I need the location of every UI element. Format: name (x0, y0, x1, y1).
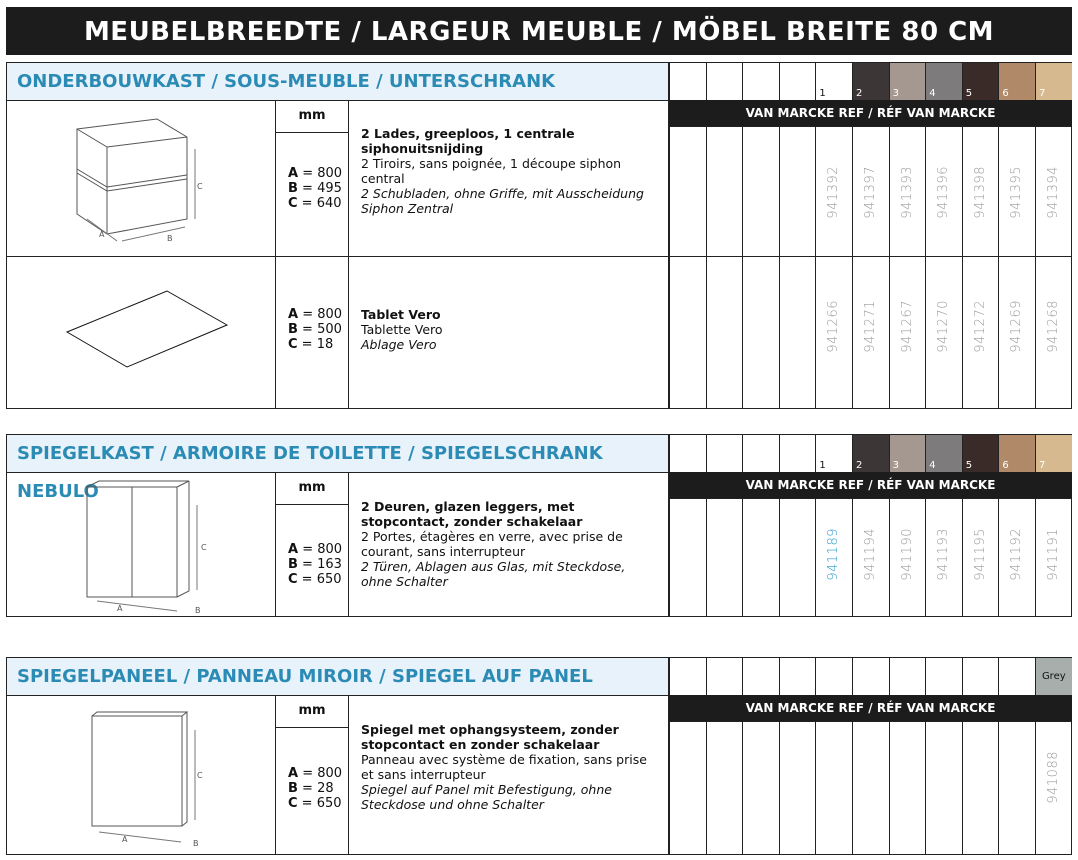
swatch-number: 7 (1039, 88, 1046, 99)
color-swatch-2 (853, 435, 889, 472)
description (348, 695, 669, 854)
ref-cell (742, 126, 779, 256)
dim-b: B = 495 (288, 181, 342, 196)
color-swatch-4 (926, 63, 962, 100)
ref-cell (669, 721, 706, 854)
ref-number: 941190 (899, 528, 915, 581)
description-de: 2 Türen, Ablagen aus Glas, mit Steckdose, ohne Schalter (361, 559, 626, 589)
section-spiegelkast (6, 434, 1072, 616)
description-nl: 2 Deuren, glazen leggers, met stopcontact, zonder schakelaar (361, 499, 583, 529)
ref-header: VAN MARCKE REF / RÉF VAN MARCKE (669, 695, 1072, 721)
ref-cell (779, 126, 816, 256)
svg-text:B: B (167, 234, 173, 243)
ref-number: 941397 (863, 166, 878, 219)
ref-cell (998, 721, 1035, 854)
color-swatch-2 (853, 63, 889, 100)
ref-cell (889, 721, 926, 854)
ref-number: 941392 (826, 166, 842, 219)
description-nl: Tablet Vero (361, 307, 441, 322)
color-swatch-5 (963, 63, 999, 100)
color-column-header (779, 434, 816, 472)
section-right-border (668, 657, 669, 854)
dim-a: A = 800 (288, 166, 343, 181)
section-onderbouwkast (6, 62, 1072, 408)
section-title: ONDERBOUWKAST / SOUS-MEUBLE / UNTERSCHRANK (17, 71, 556, 92)
color-column-header (742, 434, 779, 472)
color-column-header (742, 62, 779, 100)
svg-text:A: A (117, 604, 123, 613)
ref-header: VAN MARCKE REF / RÉF VAN MARCKE (669, 472, 1072, 498)
color-swatch-5 (963, 435, 999, 472)
ref-number: 941194 (863, 528, 878, 581)
ref-number: 941268 (1046, 300, 1061, 353)
color-swatch-3 (890, 435, 926, 472)
description-fr: 2 Portes, étagères en verre, avec prise de courant, sans interrupteur (361, 529, 623, 559)
cabinet-drawing (67, 109, 217, 249)
color-column-header (669, 434, 706, 472)
color-swatch-7 (1036, 435, 1072, 472)
svg-text:C: C (197, 182, 203, 191)
dim-c: C = 650 (288, 796, 342, 811)
description (348, 100, 669, 256)
ref-number: 941271 (863, 300, 878, 353)
color-column-header (889, 657, 926, 695)
dim-b: B = 28 (288, 781, 334, 796)
color-column-header (779, 62, 816, 100)
dim-a: A = 800 (288, 542, 343, 557)
ref-cell (706, 126, 743, 256)
color-column-header (706, 62, 743, 100)
ref-number: 941088 (1046, 751, 1061, 804)
ref-number: 941394 (1046, 166, 1061, 219)
svg-text:A: A (99, 230, 105, 239)
ref-number: 941396 (936, 166, 952, 219)
swatch-number: 6 (1002, 88, 1009, 99)
section-right-border (668, 434, 669, 616)
product-image-cell (6, 256, 275, 408)
product-image-cell (6, 100, 275, 256)
ref-number: 941195 (972, 528, 988, 581)
section-header (6, 62, 669, 100)
ref-cell (852, 721, 889, 854)
swatch-number: 2 (856, 88, 863, 99)
swatch-number: 5 (965, 88, 973, 99)
description (348, 256, 669, 408)
ref-number: 941193 (936, 528, 952, 581)
ref-number: 941269 (1009, 300, 1025, 353)
dim-b: B = 163 (288, 557, 342, 572)
color-column-header (706, 434, 743, 472)
section-bottom-border (6, 408, 1072, 409)
mm-label: mm (275, 695, 348, 727)
description-de: 2 Schubladen, ohne Griffe, mit Ausscheidung Siphon Zentral (361, 186, 644, 216)
mirror-cabinet-drawing (77, 475, 227, 615)
color-column-header (779, 657, 816, 695)
color-swatch-4 (926, 435, 962, 472)
color-column-header (742, 657, 779, 695)
swatch-number: 4 (929, 460, 936, 471)
ref-cell (669, 498, 706, 616)
color-swatch-1 (816, 435, 852, 472)
dimensions (275, 256, 348, 408)
svg-text:B: B (195, 606, 201, 615)
ref-cell (779, 256, 816, 408)
color-swatch-6 (999, 63, 1035, 100)
color-column-header (669, 657, 706, 695)
color-column-header (669, 62, 706, 100)
description (348, 472, 669, 616)
mirror-panel-drawing (77, 700, 227, 850)
ref-number: 941191 (1046, 528, 1061, 581)
svg-text:C: C (201, 543, 207, 552)
section-title: SPIEGELPANEEL / PANNEAU MIROIR / SPIEGEL AUF PANEL (17, 666, 593, 687)
ref-cell (779, 721, 816, 854)
swatch-number: 6 (1002, 460, 1009, 471)
mm-label: mm (275, 472, 348, 504)
dim-c: C = 650 (288, 572, 342, 587)
swatch-number: 1 (819, 460, 826, 471)
ref-number: 941393 (899, 166, 915, 219)
ref-cell (742, 721, 779, 854)
dimensions (275, 132, 348, 256)
description-de: Ablage Vero (361, 337, 437, 352)
tablet-drawing (57, 287, 237, 377)
swatch-number: 1 (819, 88, 826, 99)
description-fr: 2 Tiroirs, sans poignée, 1 découpe siphon central (361, 156, 622, 186)
color-column-header (998, 657, 1035, 695)
dim-c: C = 640 (288, 196, 342, 211)
dimensions (275, 727, 348, 854)
svg-text:A: A (122, 835, 128, 844)
ref-cell (706, 256, 743, 408)
ref-number: 941395 (1009, 166, 1025, 219)
ref-number: 941398 (972, 166, 988, 219)
ref-number: 941267 (899, 300, 915, 353)
description-de: Spiegel auf Panel mit Befestigung, ohne Steckdose und ohne Schalter (361, 782, 612, 812)
color-swatch-7 (1036, 63, 1072, 100)
color-swatch-6 (999, 435, 1035, 472)
ref-cell (706, 721, 743, 854)
section-spiegelpaneel (6, 657, 1072, 854)
ref-cell (742, 498, 779, 616)
ref-cell (669, 256, 706, 408)
color-column-header (962, 657, 999, 695)
description-fr: Panneau avec système de fixation, sans prise et sans interrupteur (361, 752, 647, 782)
ref-number: 941266 (826, 300, 842, 353)
description-nl: Spiegel met ophangsysteem, zonder stopcontact en zonder schakelaar (361, 722, 619, 752)
swatch-number: 5 (965, 460, 973, 471)
swatch-number: 2 (856, 460, 863, 471)
color-column-header (815, 657, 852, 695)
ref-header: VAN MARCKE REF / RÉF VAN MARCKE (669, 100, 1072, 126)
svg-text:C: C (197, 771, 203, 780)
swatch-number: 3 (892, 88, 899, 99)
ref-number: 941192 (1009, 528, 1025, 581)
ref-cell (962, 721, 999, 854)
product-image-cell (6, 695, 275, 854)
color-column-header (706, 657, 743, 695)
color-column-header (925, 657, 962, 695)
section-header (6, 657, 669, 695)
description-fr: Tablette Vero (361, 322, 443, 337)
swatch-number: 4 (929, 88, 936, 99)
ref-number: 941189 (826, 528, 842, 581)
dim-a: A = 800 (288, 307, 343, 322)
dim-c: C = 18 (288, 337, 334, 352)
swatch-number: 3 (892, 460, 899, 471)
ref-cell (779, 498, 816, 616)
description-nl: 2 Lades, greeploos, 1 centrale siphonuitsnijding (361, 126, 575, 156)
color-swatch-1 (816, 63, 852, 100)
color-column-header (852, 657, 889, 695)
ref-number: 941270 (936, 300, 952, 353)
ref-cell (669, 126, 706, 256)
mm-label: mm (275, 100, 348, 132)
svg-text:B: B (193, 839, 199, 848)
ref-number: 941272 (972, 300, 988, 353)
color-swatch-grey: Grey (1036, 658, 1072, 695)
dim-b: B = 500 (288, 322, 342, 337)
section-title: SPIEGELKAST / ARMOIRE DE TOILETTE / SPIEGELSCHRANK NEBULO (17, 443, 603, 502)
ref-cell (706, 498, 743, 616)
color-swatch-3 (890, 63, 926, 100)
ref-cell (815, 721, 852, 854)
ref-cell (925, 721, 962, 854)
dim-a: A = 800 (288, 766, 343, 781)
swatch-number: 7 (1039, 460, 1046, 471)
section-bottom-border (6, 854, 1072, 855)
page-title: MEUBELBREEDTE / LARGEUR MEUBLE / MÖBEL BREITE 80 CM (6, 7, 1072, 55)
section-bottom-border (6, 616, 1072, 617)
product-image-cell (6, 472, 275, 616)
dimensions (275, 504, 348, 616)
ref-cell (742, 256, 779, 408)
